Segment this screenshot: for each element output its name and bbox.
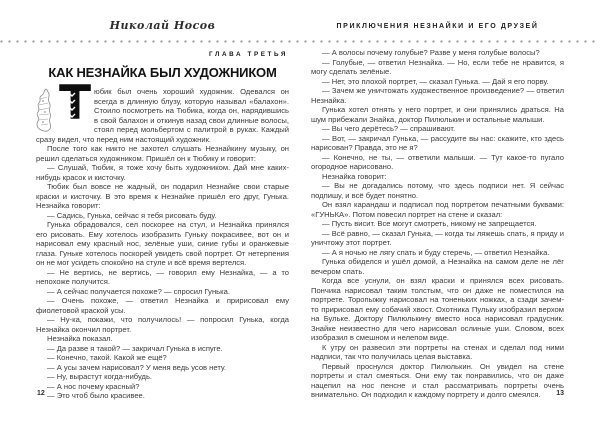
drop-cap-letter: Т xyxy=(59,76,92,131)
paragraph: — Это чтоб было красивее. xyxy=(47,391,145,400)
dotted-separator xyxy=(0,40,600,43)
paragraph: Гунька обрадовался, сел поскорее на стул, и Незнайка принялся его рисовать. Ему хотелось изобразить Гуньку покрасивее, вот он и нарисовал ему красный нос, зелёные уши, синие губы и оранжевые глаза. Гуньке хотелось поскорей увидеть свой портрет. От нетерпения он не мог усидеть спокойно на стуле и всё время вертелся. xyxy=(36,220,289,267)
paragraph: — Слушай, Тюбик, я тоже хочу быть художником. Дай мне каких-нибудь красок и кисточку. xyxy=(36,163,289,182)
sketched-figure-icon xyxy=(33,87,57,135)
paragraph-text: юбик был очень хороший художник. Одевался он всегда в длинную блузу, которую называл «балахон». Стоило посмотреть на Тюбика, когда он, нарядившись в свой балахон и откинув назад свои длинные волосы, стоял перед мольбертом с палитрой в руках. Каждый сразу видел, что перед ним настоящий художник. xyxy=(36,87,289,144)
paragraph: — Да разве я такой? — закричал Гунька в испуге. xyxy=(47,343,223,353)
paragraph: — Конечно, не ты, — ответили малыши. — Тут какое-то пугало огородное нарисовано. xyxy=(311,152,564,171)
paragraph: Незнайка говорит: xyxy=(322,171,387,181)
paragraph: — Вы чего дерётесь? — спрашивают. xyxy=(322,124,456,133)
paragraph: — Очень похоже, — ответил Незнайка и пририсовал ему фиолетовой краской усы. xyxy=(36,296,289,315)
paragraph: — Пусть висит. Все могут смотреть, никому не запрещается. xyxy=(322,219,537,228)
paragraph: — Вот, — закричал Гунька, — рассудите вы нас: скажите, кто здесь нарисован? Правда, это не я? xyxy=(311,133,564,152)
paragraph: — Конечно, такой. Какой же ещё? xyxy=(47,353,167,362)
opening-paragraph xyxy=(36,76,289,144)
page-number-left: 12 xyxy=(37,390,45,397)
drop-cap-chevrons-icon xyxy=(59,87,87,129)
paragraph: Он взял карандаш и подписал под портретом печатными буквами: «ГУНЬКА». Потом повесил портрет на стене и сказал: xyxy=(311,200,564,219)
paragraph: — Голубые, — ответил Незнайка. — Но, если тебе не нравится, я могу сделать зелёные. xyxy=(311,57,564,76)
paragraph: Гунька обиделся и ушёл домой, а Незнайка на самом деле не лёг вечером спать. xyxy=(311,257,564,276)
page-number-right: 13 xyxy=(556,390,564,397)
paragraph: — Всё равно, — сказал Гунька, — когда ты ляжешь спать, я приду и уничтожу этот портрет. xyxy=(311,228,564,247)
paragraph: Когда все уснули, он взял краски и принялся всех рисовать. Пончика нарисовал таким толстым, что он даже не поместился на портрете. Торопыжку нарисовал на тоненьких ножках, а сзади зачем-то пририсовал ему собачий хвост. Охотника Пульку изобразил верхом на Бульке. Доктору Пилюлькину вместо носа нарисовал градусник. Знайке неизвестно для чего нарисовал ослиные уши. Словом, всех изобразил в смешном и нелепом виде. xyxy=(311,276,564,342)
right-page-column xyxy=(311,48,564,400)
paragraph: — Не вертись, не вертись, — говорил ему Незнайка, — а то непохоже получится. xyxy=(36,267,289,286)
paragraph: После того как никто не захотел слушать Незнайкину музыку, он решил сделаться художником. Пришёл он к Тюбику и говорит: xyxy=(36,144,289,163)
paragraph: — Ну, вырастут когда-нибудь. xyxy=(47,372,153,381)
paragraph: — Нет, это плохой портрет, — сказал Гунька. — Дай я его порву. xyxy=(322,76,549,86)
paragraph: — Зачем же уничтожать художественное произведение? — ответил Незнайка. xyxy=(311,86,564,105)
paragraph: — А волосы почему голубые? Разве у меня голубые волосы? xyxy=(322,48,540,57)
paragraph: — Ну-ка, покажи, что получилось! — попросил Гунька, когда Незнайка окончил портрет. xyxy=(36,315,289,334)
paragraph: — А нос почему красный? xyxy=(47,381,140,391)
chapter-label: ГЛАВА ТРЕТЬЯ xyxy=(208,51,288,58)
paragraph: Тюбик был вовсе не жадный, он подарил Незнайке свои старые краски и кисточку. В это время к Незнайке пришёл его друг, Гунька. Незнайка говорит: xyxy=(36,182,289,210)
running-header-book-title: ПРИКЛЮЧЕНИЯ НЕЗНАЙКИ И ЕГО ДРУЗЕЙ xyxy=(336,23,539,30)
paragraph: Гунька хотел отнять у него портрет, и они принялись драться. На шум прибежали Знайка, доктор Пилюлькин и остальные малыши. xyxy=(311,105,564,124)
paragraph: Первый проснулся доктор Пилюлькин. Он увидел на стене портреты и стал смеяться. Они ему так понравились, что он даже нацепил на нос пенсне и стал рассматривать портреты очень внимательно. Он подходил к каждому портрету и долго смеялся. xyxy=(311,361,564,399)
paragraph: — Вы не догадались потому, что здесь подписи нет. Я сейчас подпишу, и всё будет понятно. xyxy=(311,181,564,200)
paragraph: — Садись, Гунька, сейчас я тебя рисовать буду. xyxy=(47,210,217,220)
running-header-author: Николай Носов xyxy=(109,19,216,32)
chapter-title: КАК НЕЗНАЙКА БЫЛ ХУДОЖНИКОМ xyxy=(48,65,277,80)
paragraph: — А сейчас получается похоже? — спросил Гунька. xyxy=(47,286,230,296)
paragraph: — А я ночью не лягу спать и буду стеречь, — ответил Незнайка. xyxy=(322,247,550,257)
drop-cap xyxy=(36,76,92,131)
paragraph: Незнайка показал. xyxy=(47,334,113,343)
paragraph: — А усы зачем нарисовал? У меня ведь усов нету. xyxy=(47,362,227,372)
paragraph: К утру он развесил эти портреты на стенах и сделал под ними надписи, так что получилась целая выставка. xyxy=(311,342,564,361)
left-page-column xyxy=(36,48,289,401)
